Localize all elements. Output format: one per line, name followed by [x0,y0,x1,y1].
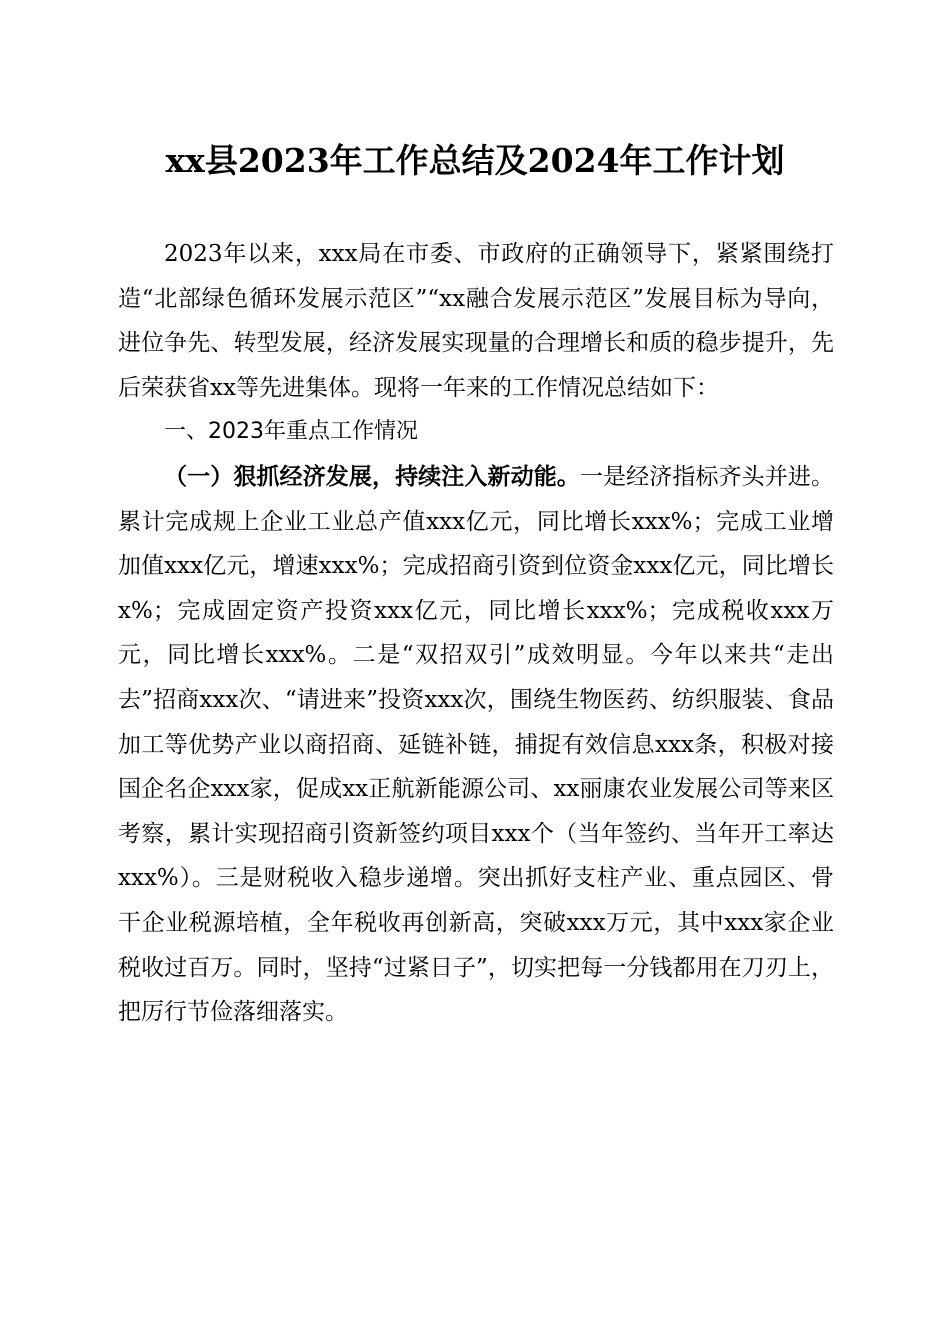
document-body [118,232,834,1035]
section-heading: 一、2023年重点工作情况 [164,419,418,445]
intro-paragraph: 2023年以来，xxx局在市委、市政府的正确领导下，紧紧围绕打造“北部绿色循环发展示范区”“xx融合发展示范区”发展目标为导向，进位争先、转型发展，经济发展实现量的合理增长和质的稳步提升，先后荣获省xx等先进集体。现将一年来的工作情况总结如下： [118,241,834,401]
subsection-body: 一是经济指标齐头并进。累计完成规上企业工业总产值xxx亿元，同比增长xxx%；完成工业增加值xxx亿元，增速xxx%；完成招商引资到位资金xxx亿元，同比增长x%；完成固定资产投资xxx亿元，同比增长xxx%；完成税收xxx万元，同比增长xxx%。二是“双招双引”成效明显。今年以来共“走出去”招商xxx次、“请进来”投资xxx次，围绕生物医药、纺织服装、食品加工等优势产业以商招商、延链补链，捕捉有效信息xxx条，积极对接国企名企xxx家，促成xx正航新能源公司、xx丽康农业发展公司等来区考察，累计实现招商引资新签约项目xxx个（当年签约、当年开工率达xxx%）。三是财税收入稳步递增。突出抓好支柱产业、重点园区、骨干企业税源培植，全年税收再创新高，突破xxx万元，其中xxx家企业税收过百万。同时，坚持“过紧日子”，切实把每一分钱都用在刀刃上，把厉行节俭落细落实。 [118,463,835,1026]
subsection-heading: （一）狠抓经济发展，持续注入新动能。 [164,462,580,490]
document-title: xx县2023年工作总结及2024年工作计划 [165,141,785,180]
section-paragraph [118,455,834,1035]
